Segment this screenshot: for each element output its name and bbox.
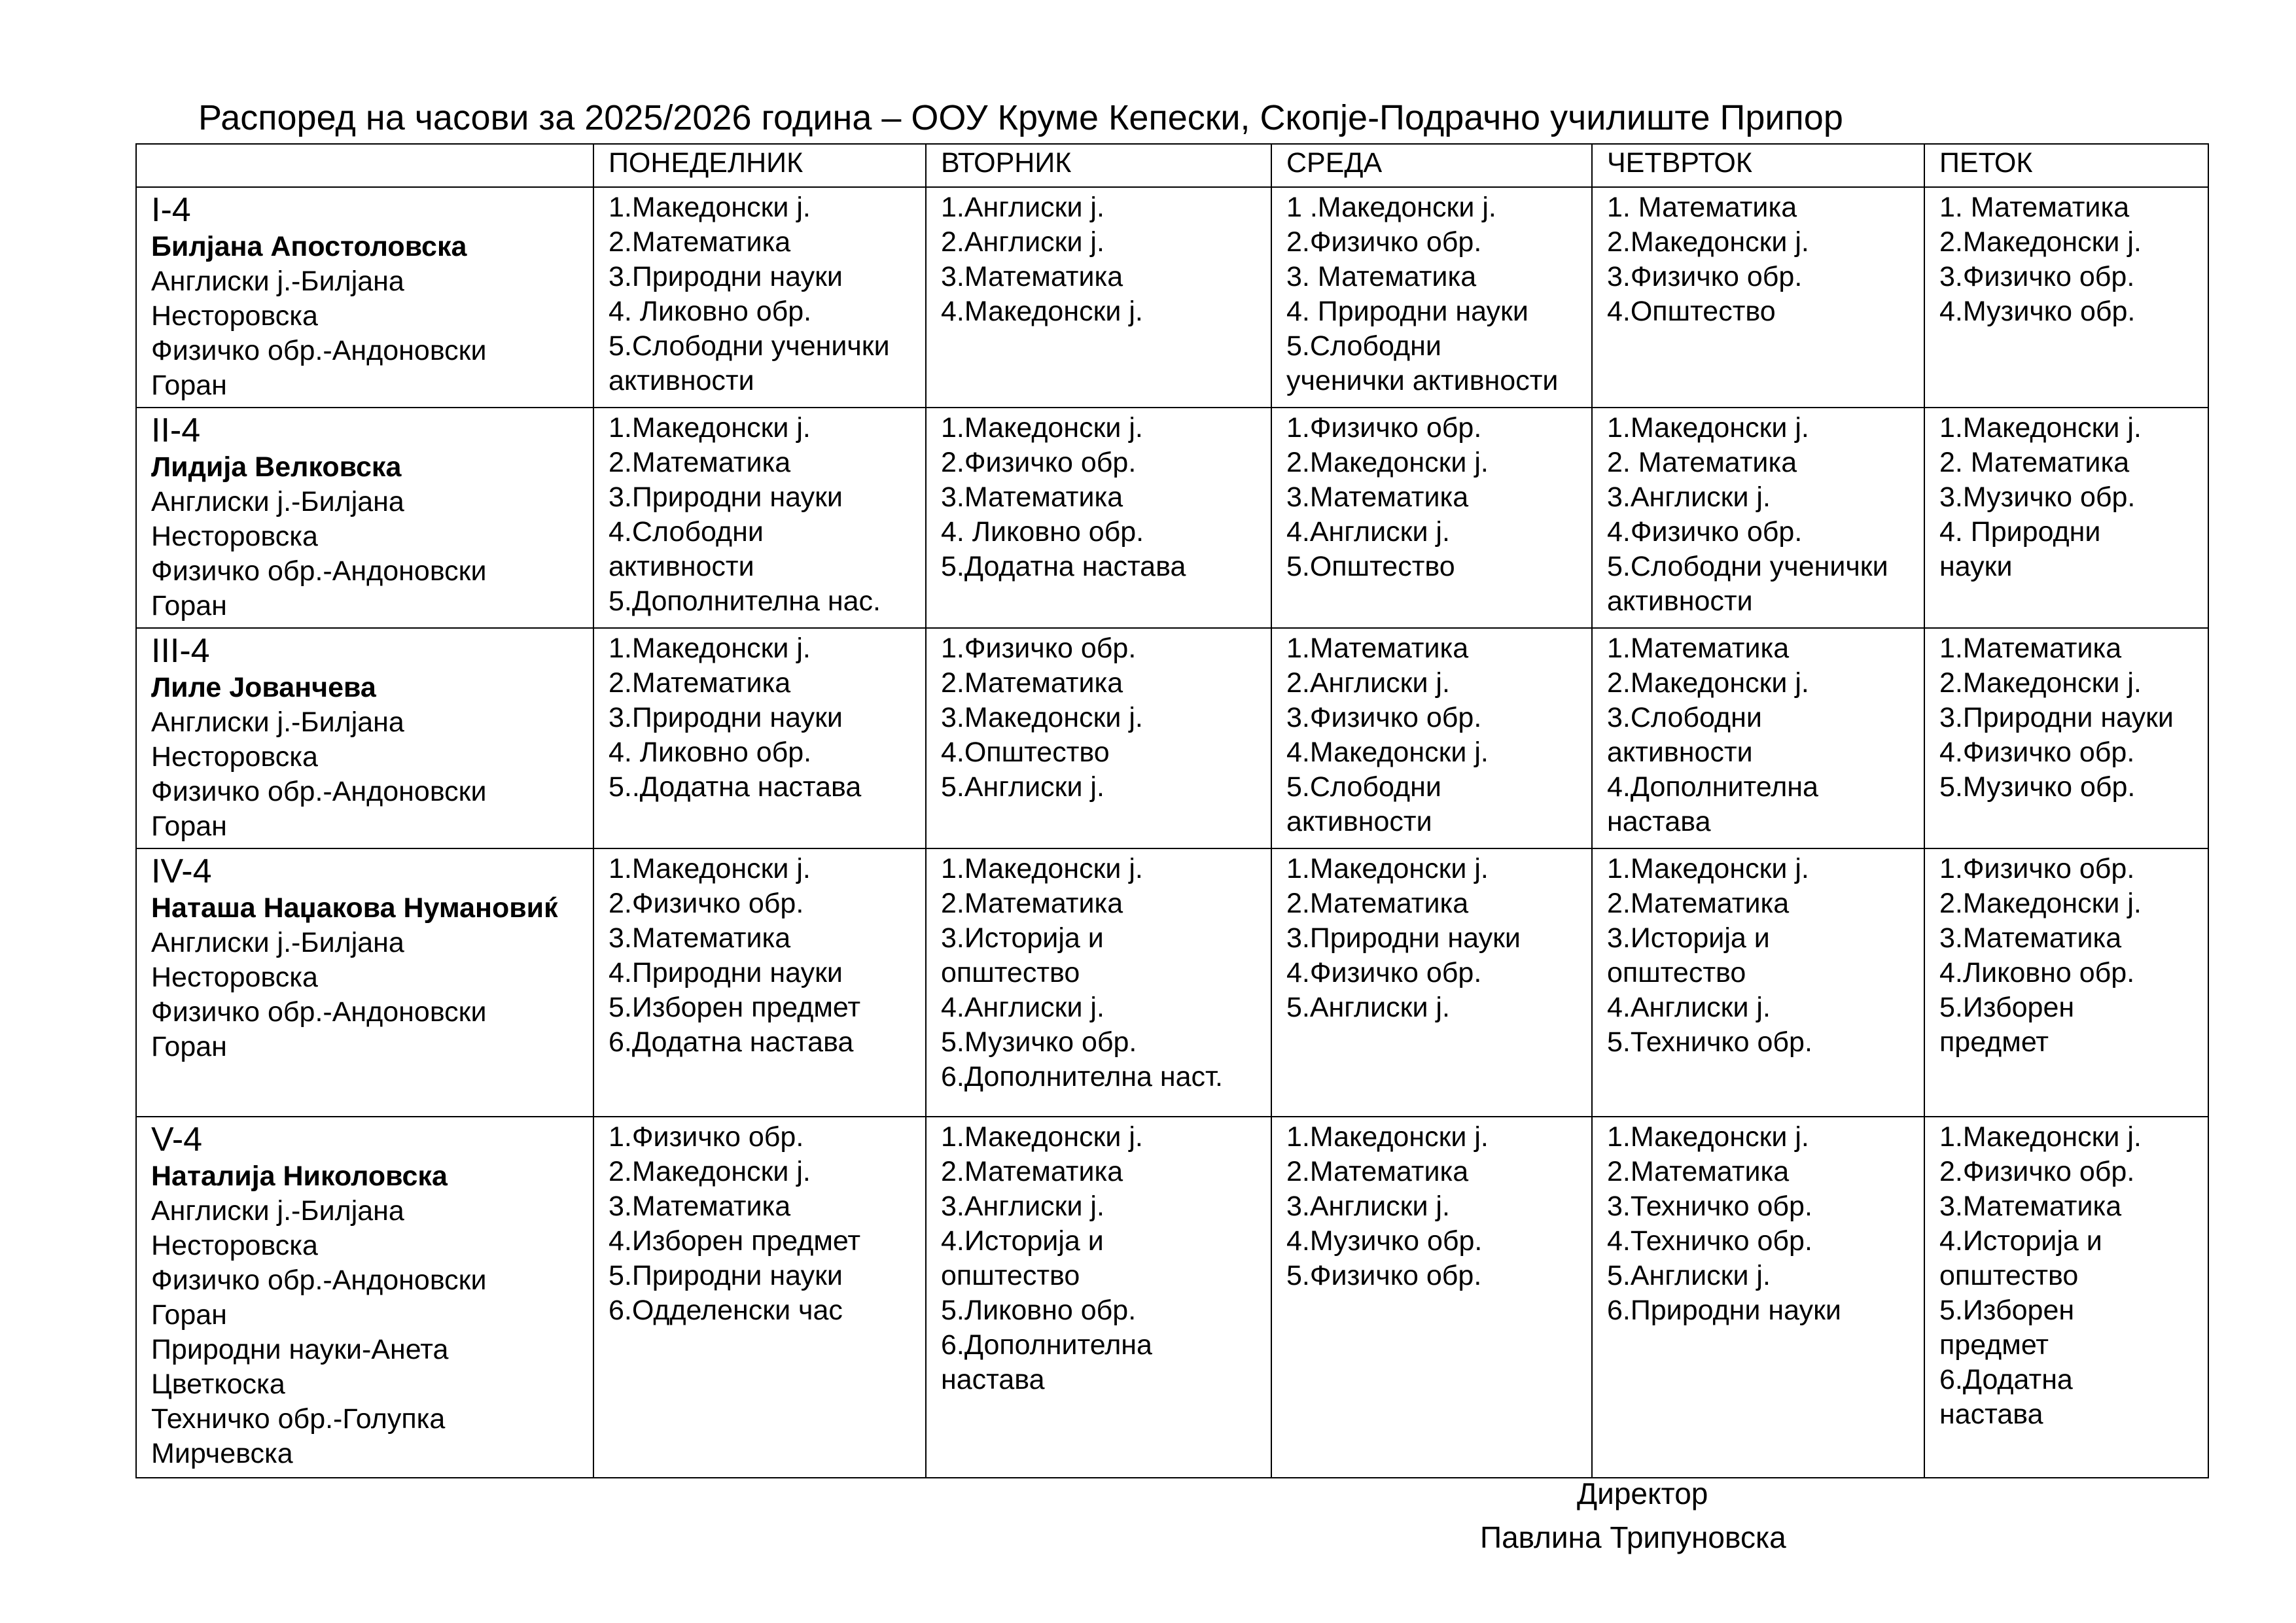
day-cell-thu xyxy=(1592,848,1924,1117)
lesson-item: предмет xyxy=(1939,1026,2049,1058)
lesson-item: 3.Природни науки xyxy=(609,481,843,513)
lesson-item: 3.Физичко обр. xyxy=(1607,261,1803,292)
lesson-item: 2.Физичко обр. xyxy=(941,447,1137,478)
day-cell-tue xyxy=(926,628,1271,848)
day-cell-thu xyxy=(1592,628,1924,848)
subject-teacher-note: Физичко обр.-Андоновски xyxy=(151,555,487,587)
lesson-item: 5.Слободни xyxy=(1286,771,1441,803)
table-row xyxy=(136,848,2208,1117)
lesson-item: 6.Природни науки xyxy=(1607,1295,1841,1326)
day-cell-wed xyxy=(1271,628,1592,848)
subject-teacher-note: Англиски ј.-Билјана xyxy=(151,266,404,297)
lesson-item: 2.Македонски ј. xyxy=(1939,888,2142,919)
lesson-item: 4.Општество xyxy=(941,737,1110,768)
lesson-item: 5.Физичко обр. xyxy=(1286,1260,1482,1291)
lesson-item: предмет xyxy=(1939,1329,2049,1361)
lesson-item: 3.Историја и xyxy=(941,922,1104,954)
lesson-item: 2.Математика xyxy=(1607,1156,1790,1187)
lesson-item: општество xyxy=(1607,957,1746,988)
lesson-item: 3.Природни науки xyxy=(609,702,843,733)
class-teacher: Наталија Николовска xyxy=(151,1161,448,1192)
lesson-item: 1.Македонски ј. xyxy=(609,412,811,444)
subject-teacher-note: Несторовска xyxy=(151,962,318,993)
table-row xyxy=(136,628,2208,848)
subject-teacher-note: Горан xyxy=(151,1299,227,1331)
header-class-cell xyxy=(136,144,593,187)
day-cell-wed xyxy=(1271,408,1592,628)
day-cell-mon xyxy=(593,628,926,848)
lesson-item: 6.Додатна настава xyxy=(609,1026,854,1058)
day-cell-fri xyxy=(1924,1117,2208,1478)
director-name: Павлина Трипуновска xyxy=(1480,1520,1786,1554)
lesson-item: 2.Физичко обр. xyxy=(1939,1156,2135,1187)
lesson-item: 2.Математика xyxy=(1286,888,1469,919)
lesson-item: 1.Физичко обр. xyxy=(1939,853,2135,884)
subject-teacher-note: Англиски ј.-Билјана xyxy=(151,707,404,738)
day-cell-fri xyxy=(1924,408,2208,628)
schedule-table xyxy=(135,143,2209,1478)
lesson-item: 2.Математика xyxy=(941,667,1123,699)
class-info-cell xyxy=(136,1117,593,1478)
day-cell-tue xyxy=(926,1117,1271,1478)
lesson-item: 2.Македонски ј. xyxy=(609,1156,811,1187)
lesson-item: 2.Математика xyxy=(941,1156,1123,1187)
lesson-item: 2.Физичко обр. xyxy=(609,888,804,919)
lesson-item: 4.Музичко обр. xyxy=(1939,296,2136,327)
lesson-item: 2.Македонски ј. xyxy=(1939,667,2142,699)
subject-teacher-note: Англиски ј.-Билјана xyxy=(151,927,404,958)
lesson-item: 2. Математика xyxy=(1607,447,1797,478)
lesson-item: 2.Математика xyxy=(609,447,791,478)
lesson-item: 5.Изборен xyxy=(1939,992,2075,1023)
day-cell-thu xyxy=(1592,1117,1924,1478)
lesson-item: 5.Англиски ј. xyxy=(941,771,1104,803)
header-day: СРЕДА xyxy=(1271,144,1592,187)
subject-teacher-note: Англиски ј.-Билјана xyxy=(151,486,404,517)
lesson-item: активности xyxy=(1286,806,1432,837)
lesson-item: 5.Ликовно обр. xyxy=(941,1295,1137,1326)
class-code: I-4 xyxy=(151,191,191,229)
subject-teacher-note: Мирчевска xyxy=(151,1438,293,1469)
subject-teacher-note: Цветкоска xyxy=(151,1369,285,1400)
day-cell-mon xyxy=(593,187,926,408)
lesson-item: активности xyxy=(609,365,754,396)
class-code: II-4 xyxy=(151,411,201,449)
day-cell-fri xyxy=(1924,187,2208,408)
subject-teacher-note: Несторовска xyxy=(151,741,318,773)
class-code: V-4 xyxy=(151,1121,203,1159)
lesson-item: 5.Музичко обр. xyxy=(1939,771,2136,803)
class-teacher: Лиле Јованчева xyxy=(151,672,376,703)
lesson-item: 4.Историја и xyxy=(1939,1225,2102,1257)
day-cell-tue xyxy=(926,408,1271,628)
day-cell-mon xyxy=(593,848,926,1117)
day-cell-thu xyxy=(1592,408,1924,628)
lesson-item: општество xyxy=(941,1260,1080,1291)
lesson-item: настава xyxy=(941,1364,1045,1395)
lesson-item: 1. Математика xyxy=(1607,192,1797,223)
lesson-item: 1.Македонски ј. xyxy=(609,633,811,664)
lesson-item: 1.Македонски ј. xyxy=(1607,412,1809,444)
header-day: ВТОРНИК xyxy=(926,144,1271,187)
lesson-item: 3.Физичко обр. xyxy=(1286,702,1482,733)
lesson-item: 4. Ликовно обр. xyxy=(609,296,812,327)
lesson-item: 3.Историја и xyxy=(1607,922,1770,954)
class-teacher: Наташа Наџакова Нумановиќ xyxy=(151,892,558,924)
lesson-item: 3.Математика xyxy=(1286,481,1469,513)
day-cell-fri xyxy=(1924,628,2208,848)
lesson-item: 3.Физичко обр. xyxy=(1939,261,2135,292)
lesson-item: 4.Општество xyxy=(1607,296,1776,327)
lesson-item: 2. Математика xyxy=(1939,447,2130,478)
lesson-item: 3.Математика xyxy=(609,1191,791,1222)
lesson-item: 5.Дополнителна нас. xyxy=(609,585,881,617)
lesson-item: 3.Математика xyxy=(1939,1191,2122,1222)
lesson-item: 5.Техничко обр. xyxy=(1607,1026,1812,1058)
lesson-item: 5.Изборен xyxy=(1939,1295,2075,1326)
lesson-item: 3.Македонски ј. xyxy=(941,702,1143,733)
lesson-item: 1 .Македонски ј. xyxy=(1286,192,1496,223)
class-code: III-4 xyxy=(151,632,210,670)
class-info-cell xyxy=(136,628,593,848)
lesson-item: 1.Македонски ј. xyxy=(1286,853,1489,884)
class-code: IV-4 xyxy=(151,852,212,890)
lesson-item: 2.Македонски ј. xyxy=(1607,667,1809,699)
lesson-item: активности xyxy=(609,551,754,582)
lesson-item: 1.Математика xyxy=(1607,633,1790,664)
header-day: ПЕТОК xyxy=(1924,144,2208,187)
lesson-item: 5.Слободни ученички xyxy=(609,330,890,362)
lesson-item: активности xyxy=(1607,737,1753,768)
table-row xyxy=(136,408,2208,628)
lesson-item: 2.Математика xyxy=(609,667,791,699)
lesson-item: науки xyxy=(1939,551,2013,582)
lesson-item: 2.Математика xyxy=(941,888,1123,919)
lesson-item: 1.Математика xyxy=(1286,633,1469,664)
table-row xyxy=(136,187,2208,408)
lesson-item: 4.Изборен предмет xyxy=(609,1225,861,1257)
header-day: ЧЕТВРТОК xyxy=(1592,144,1924,187)
lesson-item: 2.Македонски ј. xyxy=(1286,447,1489,478)
lesson-item: 4.Физичко обр. xyxy=(1286,957,1482,988)
lesson-item: 1.Македонски ј. xyxy=(941,412,1143,444)
subject-teacher-note: Физичко обр.-Андоновски xyxy=(151,1265,487,1296)
lesson-item: 2.Македонски ј. xyxy=(1939,226,2142,258)
subject-teacher-note: Горан xyxy=(151,590,227,621)
subject-teacher-note: Горан xyxy=(151,1031,227,1062)
lesson-item: 5.Слободни xyxy=(1286,330,1441,362)
lesson-item: 3.Математика xyxy=(941,481,1123,513)
subject-teacher-note: Несторовска xyxy=(151,521,318,552)
subject-teacher-note: Физичко обр.-Андоновски xyxy=(151,776,487,807)
lesson-item: 2.Математика xyxy=(1286,1156,1469,1187)
lesson-item: 1.Математика xyxy=(1939,633,2122,664)
lesson-item: 6.Одделенски час xyxy=(609,1295,843,1326)
page-title: Распоред на часови за 2025/2026 година – ООУ Круме Кепески, Скопје-Подрачно училиште Припор xyxy=(198,98,1843,137)
lesson-item: 4.Слободни xyxy=(609,516,764,548)
lesson-item: 5.Слободни ученички xyxy=(1607,551,1888,582)
class-teacher: Лидија Велковска xyxy=(151,451,402,483)
lesson-item: 4.Англиски ј. xyxy=(941,992,1104,1023)
lesson-item: 1. Математика xyxy=(1939,192,2130,223)
lesson-item: 3.Англиски ј. xyxy=(1286,1191,1450,1222)
subject-teacher-note: Физичко обр.-Андоновски xyxy=(151,335,487,366)
lesson-item: 2.Англиски ј. xyxy=(941,226,1104,258)
lesson-item: 5.Англиски ј. xyxy=(1286,992,1450,1023)
lesson-item: 1.Македонски ј. xyxy=(1939,412,2142,444)
lesson-item: 3.Музичко обр. xyxy=(1939,481,2136,513)
class-info-cell xyxy=(136,408,593,628)
class-teacher: Билјана Апостоловска xyxy=(151,231,467,262)
lesson-item: 3.Математика xyxy=(1939,922,2122,954)
day-cell-thu xyxy=(1592,187,1924,408)
lesson-item: 1.Англиски ј. xyxy=(941,192,1104,223)
lesson-item: 6.Дополнителна наст. xyxy=(941,1061,1223,1092)
subject-teacher-note: Физичко обр.-Андоновски xyxy=(151,996,487,1028)
lesson-item: 2.Математика xyxy=(609,226,791,258)
lesson-item: 3.Математика xyxy=(941,261,1123,292)
header-day: ПОНЕДЕЛНИК xyxy=(593,144,926,187)
lesson-item: 4.Физичко обр. xyxy=(1607,516,1803,548)
lesson-item: 4.Македонски ј. xyxy=(1286,737,1489,768)
day-cell-mon xyxy=(593,408,926,628)
header-row xyxy=(136,144,2208,187)
lesson-item: 5..Додатна настава xyxy=(609,771,862,803)
director-title: Директор xyxy=(1577,1476,1708,1510)
lesson-item: 4.Англиски ј. xyxy=(1607,992,1771,1023)
lesson-item: 5.Додатна настава xyxy=(941,551,1186,582)
lesson-item: 3.Техничко обр. xyxy=(1607,1191,1812,1222)
lesson-item: 5.Природни науки xyxy=(609,1260,843,1291)
subject-teacher-note: Техничко обр.-Голупка xyxy=(151,1403,446,1435)
lesson-item: 2.Математика xyxy=(1607,888,1790,919)
lesson-item: 3.Англиски ј. xyxy=(1607,481,1771,513)
lesson-item: 4.Музичко обр. xyxy=(1286,1225,1483,1257)
lesson-item: 4.Англиски ј. xyxy=(1286,516,1450,548)
subject-teacher-note: Несторовска xyxy=(151,300,318,332)
lesson-item: општество xyxy=(1939,1260,2079,1291)
lesson-item: 1.Македонски ј. xyxy=(1286,1121,1489,1153)
lesson-item: 1.Македонски ј. xyxy=(1607,853,1809,884)
lesson-item: 4.Природни науки xyxy=(609,957,843,988)
lesson-item: 1.Македонски ј. xyxy=(609,853,811,884)
day-cell-wed xyxy=(1271,1117,1592,1478)
lesson-item: 3.Природни науки xyxy=(1939,702,2174,733)
subject-teacher-note: Горан xyxy=(151,370,227,401)
day-cell-mon xyxy=(593,1117,926,1478)
lesson-item: 6.Дополнителна xyxy=(941,1329,1152,1361)
day-cell-wed xyxy=(1271,187,1592,408)
day-cell-tue xyxy=(926,848,1271,1117)
lesson-item: 4. Природни науки xyxy=(1286,296,1528,327)
lesson-item: 1.Македонски ј. xyxy=(1939,1121,2142,1153)
lesson-item: 4.Дополнителна xyxy=(1607,771,1818,803)
lesson-item: активности xyxy=(1607,585,1753,617)
day-cell-wed xyxy=(1271,848,1592,1117)
lesson-item: општество xyxy=(941,957,1080,988)
lesson-item: 3.Природни науки xyxy=(609,261,843,292)
table-row xyxy=(136,1117,2208,1478)
lesson-item: 6.Додатна xyxy=(1939,1364,2073,1395)
lesson-item: 2.Физичко обр. xyxy=(1286,226,1482,258)
lesson-item: 3. Математика xyxy=(1286,261,1477,292)
lesson-item: 1.Македонски ј. xyxy=(1607,1121,1809,1153)
class-info-cell xyxy=(136,848,593,1117)
lesson-item: 4. Ликовно обр. xyxy=(609,737,812,768)
lesson-item: 4.Техничко обр. xyxy=(1607,1225,1812,1257)
subject-teacher-note: Горан xyxy=(151,811,227,842)
lesson-item: 1.Македонски ј. xyxy=(941,1121,1143,1153)
lesson-item: настава xyxy=(1607,806,1711,837)
lesson-item: 3.Слободни xyxy=(1607,702,1762,733)
lesson-item: 3.Природни науки xyxy=(1286,922,1521,954)
lesson-item: 4.Македонски ј. xyxy=(941,296,1143,327)
lesson-item: 4. Ликовно обр. xyxy=(941,516,1144,548)
lesson-item: 3.Англиски ј. xyxy=(941,1191,1104,1222)
lesson-item: 4.Физичко обр. xyxy=(1939,737,2135,768)
class-info-cell xyxy=(136,187,593,408)
lesson-item: 1.Физичко обр. xyxy=(609,1121,804,1153)
lesson-item: 5.Англиски ј. xyxy=(1607,1260,1771,1291)
lesson-item: 5.Општество xyxy=(1286,551,1455,582)
lesson-item: 5.Музичко обр. xyxy=(941,1026,1137,1058)
subject-teacher-note: Природни науки-Анета xyxy=(151,1334,449,1365)
lesson-item: 1.Физичко обр. xyxy=(941,633,1137,664)
subject-teacher-note: Несторовска xyxy=(151,1230,318,1261)
lesson-item: 1.Македонски ј. xyxy=(941,853,1143,884)
lesson-item: настава xyxy=(1939,1399,2043,1430)
day-cell-tue xyxy=(926,187,1271,408)
lesson-item: 1.Физичко обр. xyxy=(1286,412,1482,444)
lesson-item: 4.Ликовно обр. xyxy=(1939,957,2135,988)
lesson-item: 4. Природни xyxy=(1939,516,2101,548)
lesson-item: 3.Математика xyxy=(609,922,791,954)
lesson-item: 1.Македонски ј. xyxy=(609,192,811,223)
lesson-item: 4.Историја и xyxy=(941,1225,1104,1257)
day-cell-fri xyxy=(1924,848,2208,1117)
lesson-item: 2.Македонски ј. xyxy=(1607,226,1809,258)
lesson-item: 5.Изборен предмет xyxy=(609,992,861,1023)
lesson-item: 2.Англиски ј. xyxy=(1286,667,1450,699)
subject-teacher-note: Англиски ј.-Билјана xyxy=(151,1195,404,1227)
lesson-item: ученички активности xyxy=(1286,365,1559,396)
